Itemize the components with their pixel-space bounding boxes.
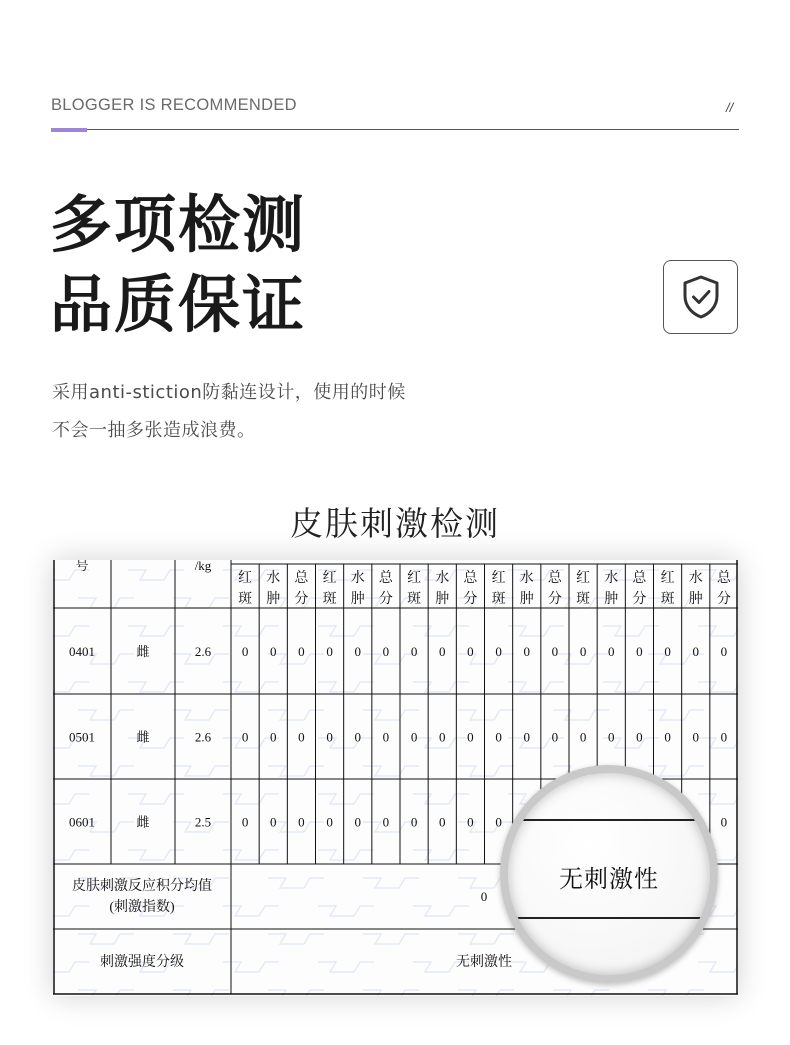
subheader-char-bottom: 分 xyxy=(632,592,647,607)
row-score: 0 xyxy=(298,644,305,659)
row-score: 0 xyxy=(692,729,699,745)
watermark-mark xyxy=(128,626,184,636)
subheader-char-bottom: 肿 xyxy=(604,592,619,607)
shield-badge xyxy=(663,260,738,334)
magnifier-text: 无刺激性 xyxy=(559,865,659,893)
watermark-mark xyxy=(173,598,229,608)
subheader-char-bottom: 斑 xyxy=(238,592,253,607)
header-partial-weight: /kg xyxy=(194,560,212,573)
row-score: 0 xyxy=(692,644,699,659)
watermark-mark xyxy=(173,990,229,996)
row-sex: 雌 xyxy=(136,814,150,830)
watermark-mark xyxy=(603,682,659,692)
row-score: 0 xyxy=(354,729,361,745)
grade-value: 无刺激性 xyxy=(456,955,512,970)
header-partial-id: 号 xyxy=(75,560,89,573)
watermark-mark xyxy=(173,766,229,776)
watermark-mark xyxy=(318,626,374,636)
row-score: 0 xyxy=(579,729,587,745)
row-score: 0 xyxy=(551,644,559,659)
row-score: 0 xyxy=(608,729,615,745)
row-animal-id: 0501 xyxy=(69,729,95,745)
watermark-mark xyxy=(508,626,564,636)
row-sex: 雌 xyxy=(136,644,150,659)
row-score: 0 xyxy=(439,729,446,745)
watermark-mark xyxy=(648,710,704,720)
watermark-mark xyxy=(458,766,514,776)
row-score: 0 xyxy=(241,729,249,745)
subheader-char-bottom: 肿 xyxy=(519,592,534,607)
row-score: 0 xyxy=(354,644,361,659)
shield-check-icon xyxy=(681,274,721,320)
row-score: 0 xyxy=(382,814,390,830)
headline-line-2: 品质保证 xyxy=(50,268,307,341)
watermark-mark xyxy=(53,962,89,972)
subheader-char-top: 总 xyxy=(463,571,478,586)
watermark-mark xyxy=(603,626,659,636)
watermark-mark xyxy=(318,794,374,804)
row-animal-id: 0401 xyxy=(69,644,95,659)
row-score: 0 xyxy=(495,644,502,659)
watermark-mark xyxy=(698,626,738,636)
watermark-mark xyxy=(553,990,609,996)
row-score: 0 xyxy=(382,644,390,659)
subheader-char-top: 水 xyxy=(350,571,365,586)
subheader-char-top: 水 xyxy=(604,571,619,586)
row-score: 0 xyxy=(439,644,446,659)
row-score: 0 xyxy=(551,729,559,745)
watermark-mark xyxy=(173,934,229,944)
subheader-char-top: 水 xyxy=(266,571,281,586)
watermark-mark xyxy=(698,962,738,972)
watermark-mark xyxy=(318,682,374,692)
watermark-mark xyxy=(53,850,89,860)
row-score: 0 xyxy=(241,814,249,830)
watermark-mark xyxy=(458,710,514,720)
watermark-mark xyxy=(128,794,184,804)
grade-label: 刺激强度分级 xyxy=(100,955,184,970)
header-label: BLOGGER IS RECOMMENDED xyxy=(51,96,297,114)
watermark-mark xyxy=(318,906,374,916)
subheader-char-bottom: 分 xyxy=(378,592,393,607)
watermark-mark xyxy=(413,626,469,636)
watermark-mark xyxy=(128,570,184,580)
subheader-char-bottom: 分 xyxy=(294,592,309,607)
header-divider xyxy=(51,129,739,130)
subheader-char-bottom: 斑 xyxy=(660,592,675,607)
subheader-char-bottom: 肿 xyxy=(688,592,703,607)
subheader-char-top: 水 xyxy=(519,571,534,586)
watermark-mark xyxy=(128,682,184,692)
subheader-char-bottom: 斑 xyxy=(491,592,506,607)
subheader-char-top: 红 xyxy=(576,571,591,586)
watermark-mark xyxy=(413,682,469,692)
subheader-char-top: 红 xyxy=(407,571,422,586)
subheader-char-bottom: 肿 xyxy=(435,592,450,607)
row-score: 0 xyxy=(270,814,277,830)
row-score: 0 xyxy=(410,814,418,830)
headline-line-1: 多项检测 xyxy=(50,188,307,261)
index-value: 0 xyxy=(480,889,488,904)
subheader-char-bottom: 分 xyxy=(463,592,478,607)
watermark-mark xyxy=(268,990,324,996)
subheader-char-top: 红 xyxy=(238,571,253,586)
watermark-mark xyxy=(78,934,134,944)
row-score: 0 xyxy=(326,729,333,745)
subheader-char-top: 红 xyxy=(660,571,675,586)
row-score: 0 xyxy=(326,814,333,830)
index-label-line-2: (刺激指数) xyxy=(109,900,175,915)
subheader-char-top: 总 xyxy=(632,571,647,586)
subheader-char-top: 水 xyxy=(435,571,450,586)
row-score: 0 xyxy=(410,644,418,659)
row-weight: 2.6 xyxy=(194,644,212,659)
subheader-char-top: 总 xyxy=(547,571,562,586)
subheader-char-top: 总 xyxy=(294,571,309,586)
watermark-mark xyxy=(698,738,738,748)
row-score: 0 xyxy=(326,644,333,659)
row-weight: 2.6 xyxy=(194,729,212,745)
row-score: 0 xyxy=(270,644,277,659)
watermark-mark xyxy=(173,710,229,720)
watermark-mark xyxy=(698,794,738,804)
header-slash: // xyxy=(726,100,734,115)
row-score: 0 xyxy=(467,644,474,659)
magnifier-line-bottom xyxy=(508,917,710,919)
row-score: 0 xyxy=(636,729,643,745)
row-score: 0 xyxy=(270,729,277,745)
watermark-mark xyxy=(128,850,184,860)
row-score: 0 xyxy=(720,644,728,659)
subheader-char-top: 水 xyxy=(688,571,703,586)
watermark-mark xyxy=(78,990,134,996)
row-score: 0 xyxy=(523,729,530,745)
row-score: 0 xyxy=(241,644,249,659)
subheader-char-top: 红 xyxy=(322,571,337,586)
subheader-char-top: 总 xyxy=(378,571,393,586)
row-score: 0 xyxy=(636,644,643,659)
row-score: 0 xyxy=(720,729,728,745)
row-score: 0 xyxy=(354,814,361,830)
watermark-mark xyxy=(458,990,514,996)
description-line-1: 采用anti-stiction防黏连设计，使用的时候 xyxy=(52,382,406,403)
watermark-mark xyxy=(413,850,469,860)
row-score: 0 xyxy=(608,644,615,659)
watermark-mark xyxy=(268,878,324,888)
watermark-mark xyxy=(698,682,738,692)
magnifier-line-top xyxy=(508,819,710,821)
row-score: 0 xyxy=(495,814,502,830)
subheader-char-top: 红 xyxy=(491,571,506,586)
watermark-mark xyxy=(53,794,89,804)
watermark-mark xyxy=(78,766,134,776)
row-sex: 雌 xyxy=(136,729,150,745)
row-score: 0 xyxy=(664,729,671,745)
watermark-mark xyxy=(53,682,89,692)
watermark-mark xyxy=(458,934,514,944)
subheader-char-bottom: 肿 xyxy=(266,592,281,607)
row-score: 0 xyxy=(495,729,502,745)
watermark-mark xyxy=(53,626,89,636)
row-score: 0 xyxy=(382,729,390,745)
description-line-2: 不会一抽多张造成浪费。 xyxy=(52,420,256,441)
watermark-mark xyxy=(363,878,419,888)
magnifier xyxy=(500,765,718,983)
subheader-char-bottom: 肿 xyxy=(350,592,365,607)
watermark-mark xyxy=(318,850,374,860)
watermark-mark xyxy=(78,710,134,720)
watermark-mark xyxy=(268,934,324,944)
row-score: 0 xyxy=(720,814,728,830)
subheader-char-bottom: 斑 xyxy=(322,592,337,607)
index-label-line-1: 皮肤刺激反应积分均值 xyxy=(72,879,212,894)
row-weight: 2.5 xyxy=(194,814,212,830)
subheader-char-top: 总 xyxy=(716,571,731,586)
row-score: 0 xyxy=(467,729,474,745)
section-title: 皮肤刺激检测 xyxy=(290,504,500,543)
row-score: 0 xyxy=(579,644,587,659)
watermark-mark xyxy=(53,906,89,916)
header-accent-bar xyxy=(51,128,87,132)
watermark-mark xyxy=(363,990,419,996)
subheader-char-bottom: 分 xyxy=(547,592,562,607)
watermark-mark xyxy=(508,682,564,692)
watermark-mark xyxy=(318,962,374,972)
watermark-mark xyxy=(78,598,134,608)
watermark-mark xyxy=(553,710,609,720)
watermark-mark xyxy=(363,934,419,944)
row-score: 0 xyxy=(410,729,418,745)
row-score: 0 xyxy=(467,814,474,830)
watermark-mark xyxy=(413,794,469,804)
row-score: 0 xyxy=(298,814,305,830)
subheader-char-bottom: 斑 xyxy=(407,592,422,607)
row-score: 0 xyxy=(298,729,305,745)
row-score: 0 xyxy=(523,644,530,659)
row-score: 0 xyxy=(439,814,446,830)
watermark-mark xyxy=(413,906,469,916)
subheader-char-bottom: 斑 xyxy=(576,592,591,607)
row-animal-id: 0601 xyxy=(69,814,95,830)
subheader-char-bottom: 分 xyxy=(716,592,731,607)
watermark-mark xyxy=(648,766,704,776)
row-score: 0 xyxy=(664,644,671,659)
watermark-mark xyxy=(648,990,704,996)
